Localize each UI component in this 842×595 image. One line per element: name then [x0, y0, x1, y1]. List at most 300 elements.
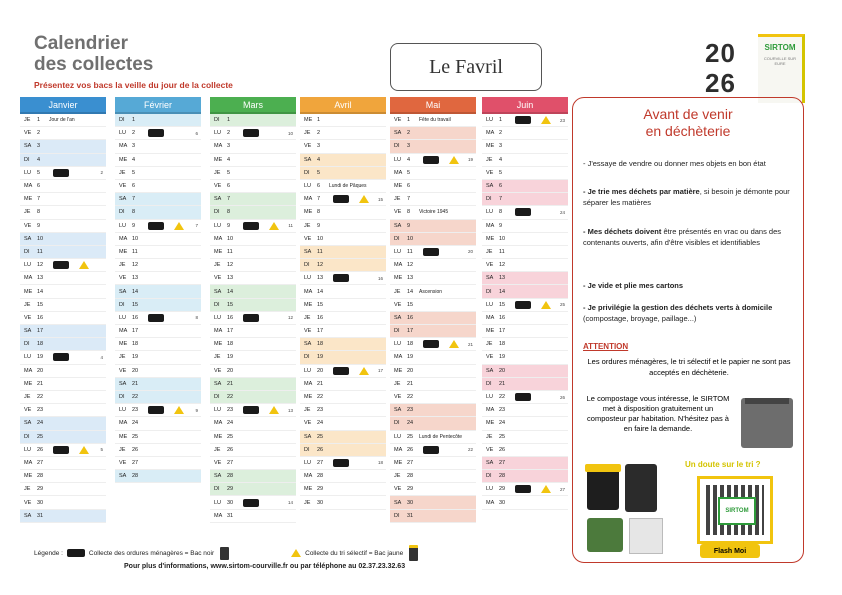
day-name: DI — [24, 341, 30, 348]
day-row — [20, 246, 106, 259]
day-number: 2 — [132, 130, 136, 137]
day-number: 8 — [407, 209, 411, 216]
day-row — [210, 338, 296, 351]
day-name: JE — [24, 209, 31, 216]
day-name: LU — [394, 248, 402, 255]
day-row — [115, 246, 201, 259]
day-name: ME — [304, 117, 313, 124]
day-name: LU — [304, 275, 312, 282]
day-number: 17 — [37, 328, 44, 335]
day-name: LU — [486, 301, 494, 308]
day-number: 28 — [37, 473, 44, 480]
day-number: 25 — [317, 433, 324, 440]
yellow-bin-icon — [409, 545, 418, 561]
day-row — [20, 180, 106, 193]
day-name: DI — [486, 196, 492, 203]
day-name: DI — [214, 301, 220, 308]
day-row — [390, 483, 476, 496]
month-column-0 — [20, 97, 106, 523]
day-name: DI — [24, 156, 30, 163]
day-name: JE — [119, 169, 126, 176]
day-row — [482, 127, 568, 140]
day-number: 12 — [407, 262, 414, 269]
black-bin-icon — [220, 547, 229, 560]
household-waste-marker — [423, 340, 439, 348]
day-row — [210, 483, 296, 496]
day-name: LU — [214, 407, 222, 414]
household-waste-marker — [53, 169, 69, 177]
day-row — [210, 431, 296, 444]
day-row — [210, 404, 296, 417]
day-row — [390, 325, 476, 338]
day-row — [482, 444, 568, 457]
day-name: SA — [214, 196, 222, 203]
day-number: 30 — [407, 499, 414, 506]
household-waste-marker — [243, 406, 259, 414]
compost-text: Le compostage vous intéresse, le SIRTOM met à disposition gratuitement un composteur par habitation. N'hésitez pas à en faire la demande. — [586, 394, 730, 433]
day-row — [20, 510, 106, 523]
day-number: 21 — [227, 380, 234, 387]
day-number: 21 — [132, 380, 139, 387]
day-number: 7 — [227, 196, 231, 203]
day-number: 29 — [407, 486, 414, 493]
day-row — [20, 220, 106, 233]
day-number: 7 — [317, 196, 321, 203]
day-name: VE — [394, 209, 402, 216]
day-number: 3 — [317, 143, 321, 150]
day-row — [210, 470, 296, 483]
day-number: 7 — [132, 196, 136, 203]
flash-button[interactable]: Flash Moi — [700, 544, 760, 558]
year-bottom: 26 — [705, 68, 736, 98]
day-row — [300, 154, 386, 167]
household-waste-marker — [333, 367, 349, 375]
month-column-3 — [300, 97, 386, 510]
day-row — [210, 312, 296, 325]
day-number: 3 — [132, 143, 136, 150]
tip-sort-bold: - Je trie mes déchets par matière — [583, 187, 700, 196]
day-name: DI — [214, 209, 220, 216]
day-name: MA — [304, 196, 313, 203]
day-number: 13 — [317, 275, 324, 282]
day-number: 12 — [37, 262, 44, 269]
tip-cartons-bold: - Je vide et plie mes cartons — [583, 281, 684, 290]
day-row — [210, 510, 296, 523]
day-number: 15 — [499, 301, 506, 308]
day-name: DI — [304, 169, 310, 176]
day-number: 18 — [407, 341, 414, 348]
day-number: 26 — [499, 446, 506, 453]
qr-code[interactable] — [697, 476, 773, 544]
household-waste-marker — [53, 261, 69, 269]
day-row — [482, 220, 568, 233]
day-row — [300, 233, 386, 246]
day-row — [390, 114, 476, 127]
day-row — [20, 167, 106, 180]
day-name: JE — [119, 262, 126, 269]
day-number: 2 — [37, 130, 41, 137]
household-waste-marker — [515, 393, 531, 401]
day-number: 22 — [37, 394, 44, 401]
household-waste-marker — [333, 459, 349, 467]
day-row — [300, 180, 386, 193]
day-number: 17 — [132, 328, 139, 335]
day-name: VE — [394, 301, 402, 308]
day-name: MA — [214, 420, 223, 427]
day-number: 14 — [317, 288, 324, 295]
day-number: 14 — [132, 288, 139, 295]
day-row — [482, 193, 568, 206]
day-number: 24 — [37, 420, 44, 427]
day-number: 10 — [407, 235, 414, 242]
week-number: 7 — [195, 223, 198, 229]
day-row — [210, 444, 296, 457]
day-number: 10 — [499, 235, 506, 242]
day-name: MA — [394, 354, 403, 361]
day-row — [482, 154, 568, 167]
day-name: JE — [394, 196, 401, 203]
day-number: 18 — [499, 341, 506, 348]
panel-title-line-1: Avant de venir — [643, 106, 733, 122]
day-row — [210, 127, 296, 140]
household-waste-marker — [515, 301, 531, 309]
recycling-triangle-icon — [174, 222, 184, 230]
recycling-triangle-icon — [449, 340, 459, 348]
week-number: 27 — [559, 486, 565, 492]
day-row — [210, 140, 296, 153]
day-row — [390, 167, 476, 180]
day-number: 29 — [37, 486, 44, 493]
recycling-triangle-icon — [269, 406, 279, 414]
title-line-1: Calendrier — [34, 33, 128, 54]
day-name: ME — [119, 341, 128, 348]
day-number: 28 — [317, 473, 324, 480]
day-name: LU — [24, 169, 32, 176]
day-row — [390, 312, 476, 325]
day-row — [482, 233, 568, 246]
day-row — [300, 299, 386, 312]
day-name: VE — [486, 354, 494, 361]
day-name: ME — [214, 156, 223, 163]
day-row — [20, 378, 106, 391]
month-column-4 — [390, 97, 476, 523]
day-row — [482, 259, 568, 272]
day-row — [210, 351, 296, 364]
month-header: Avril — [300, 97, 386, 114]
household-waste-marker — [515, 208, 531, 216]
day-number: 27 — [132, 459, 139, 466]
week-number: 19 — [467, 157, 473, 163]
day-name: JE — [394, 473, 401, 480]
week-number: 13 — [287, 407, 293, 413]
month-header: Juin — [482, 97, 568, 114]
day-name: VE — [24, 130, 32, 137]
day-name: SA — [304, 341, 312, 348]
day-number: 13 — [132, 275, 139, 282]
attention-text: Les ordures ménagères, le tri sélectif et le papier ne sont pas acceptés en déchèterie. — [587, 357, 791, 377]
week-number: 15 — [377, 196, 383, 202]
day-row — [115, 431, 201, 444]
day-name: DI — [214, 117, 220, 124]
day-number: 12 — [132, 262, 139, 269]
day-number: 8 — [227, 209, 231, 216]
day-row — [482, 140, 568, 153]
day-name: JE — [214, 169, 221, 176]
day-row — [300, 312, 386, 325]
day-name: ME — [119, 248, 128, 255]
day-number: 9 — [407, 222, 411, 229]
day-name: VE — [119, 183, 127, 190]
day-number: 17 — [317, 328, 324, 335]
day-name: DI — [394, 512, 400, 519]
day-number: 31 — [37, 512, 44, 519]
day-name: LU — [304, 367, 312, 374]
day-row — [210, 272, 296, 285]
day-number: 13 — [407, 275, 414, 282]
day-name: MA — [486, 407, 495, 414]
day-row — [210, 365, 296, 378]
day-row — [20, 127, 106, 140]
day-number: 16 — [407, 314, 414, 321]
day-number: 1 — [407, 117, 411, 124]
day-row — [390, 444, 476, 457]
day-row — [482, 180, 568, 193]
day-number: 26 — [132, 446, 139, 453]
day-row — [390, 206, 476, 219]
tip-bulk — [583, 226, 795, 248]
day-number: 21 — [407, 380, 414, 387]
holiday-note: Fête du travail — [419, 117, 451, 124]
day-number: 2 — [317, 130, 321, 137]
day-row — [20, 351, 106, 364]
tip-green — [583, 302, 795, 324]
day-number: 5 — [407, 169, 411, 176]
day-name: JE — [24, 301, 31, 308]
day-number: 23 — [37, 407, 44, 414]
day-row — [482, 272, 568, 285]
day-row — [300, 404, 386, 417]
day-name: SA — [24, 512, 32, 519]
day-number: 25 — [37, 433, 44, 440]
day-row — [115, 325, 201, 338]
day-name: LU — [119, 314, 127, 321]
tip-sort-rest: , si besoin je démonte pour séparer les matières — [583, 187, 790, 207]
day-name: JE — [119, 354, 126, 361]
day-number: 16 — [37, 314, 44, 321]
day-row — [210, 457, 296, 470]
day-row — [300, 220, 386, 233]
day-name: VE — [119, 459, 127, 466]
day-name: SA — [119, 196, 127, 203]
household-waste-marker — [148, 222, 164, 230]
recycling-triangle-icon — [541, 485, 551, 493]
day-row — [482, 391, 568, 404]
day-row — [115, 167, 201, 180]
day-row — [20, 259, 106, 272]
day-number: 19 — [407, 354, 414, 361]
day-number: 22 — [227, 394, 234, 401]
day-name: SA — [394, 407, 402, 414]
day-number: 30 — [227, 499, 234, 506]
day-number: 29 — [317, 486, 324, 493]
day-row — [300, 431, 386, 444]
household-waste-marker — [53, 353, 69, 361]
day-number: 26 — [227, 446, 234, 453]
day-number: 1 — [227, 117, 231, 124]
day-number: 31 — [407, 512, 414, 519]
day-number: 12 — [227, 262, 234, 269]
day-name: SA — [24, 328, 32, 335]
household-waste-marker — [243, 129, 259, 137]
day-number: 20 — [499, 367, 506, 374]
sirtom-logo — [758, 34, 805, 103]
day-name: MA — [304, 380, 313, 387]
day-number: 8 — [132, 209, 136, 216]
day-number: 26 — [37, 446, 44, 453]
day-number: 5 — [132, 169, 136, 176]
panel-title-line-2: en déchèterie — [645, 123, 731, 139]
household-waste-marker — [243, 222, 259, 230]
day-row — [482, 285, 568, 298]
day-row — [300, 114, 386, 127]
day-row — [115, 457, 201, 470]
day-name: MA — [214, 328, 223, 335]
day-row — [115, 404, 201, 417]
day-name: MA — [394, 262, 403, 269]
day-row — [20, 285, 106, 298]
info-panel — [572, 97, 804, 563]
day-row — [300, 391, 386, 404]
day-number: 1 — [132, 117, 136, 124]
day-name: SA — [394, 314, 402, 321]
day-name: ME — [119, 433, 128, 440]
day-number: 4 — [407, 156, 411, 163]
composter-image — [741, 398, 793, 448]
day-name: ME — [486, 143, 495, 150]
tip-sort — [583, 186, 795, 208]
day-number: 7 — [37, 196, 41, 203]
day-row — [390, 193, 476, 206]
day-row — [390, 417, 476, 430]
day-row — [210, 114, 296, 127]
day-name: ME — [394, 275, 403, 282]
day-number: 5 — [227, 169, 231, 176]
week-number: 14 — [287, 500, 293, 506]
day-number: 10 — [227, 235, 234, 242]
day-number: 24 — [499, 420, 506, 427]
calendar-title — [34, 33, 153, 75]
household-waste-marker — [148, 129, 164, 137]
day-row — [210, 154, 296, 167]
day-number: 18 — [37, 341, 44, 348]
day-number: 5 — [499, 169, 503, 176]
day-row — [115, 206, 201, 219]
day-name: JE — [214, 354, 221, 361]
day-name: SA — [304, 433, 312, 440]
day-name: DI — [119, 394, 125, 401]
month-header: Mars — [210, 97, 296, 114]
day-number: 3 — [407, 143, 411, 150]
day-number: 9 — [227, 222, 231, 229]
day-row — [482, 483, 568, 496]
day-number: 6 — [317, 183, 321, 190]
day-row — [390, 496, 476, 509]
day-row — [20, 365, 106, 378]
day-name: ME — [486, 235, 495, 242]
day-name: DI — [24, 433, 30, 440]
day-row — [20, 470, 106, 483]
day-row — [300, 193, 386, 206]
day-number: 4 — [37, 156, 41, 163]
day-row — [115, 140, 201, 153]
day-name: SA — [119, 473, 127, 480]
day-number: 25 — [407, 433, 414, 440]
tip-cartons — [583, 280, 795, 291]
day-row — [20, 312, 106, 325]
day-name: LU — [486, 394, 494, 401]
doute-label: Un doute sur le tri ? — [685, 460, 761, 469]
household-waste-marker — [423, 156, 439, 164]
day-number: 27 — [499, 459, 506, 466]
day-row — [300, 338, 386, 351]
day-number: 18 — [132, 341, 139, 348]
day-name: LU — [214, 314, 222, 321]
day-number: 21 — [499, 380, 506, 387]
day-name: SA — [119, 380, 127, 387]
day-number: 26 — [317, 446, 324, 453]
household-waste-marker — [53, 446, 69, 454]
week-number: 23 — [559, 117, 565, 123]
day-name: VE — [214, 183, 222, 190]
household-waste-marker — [333, 274, 349, 282]
day-row — [300, 470, 386, 483]
legend — [34, 545, 418, 561]
day-row — [390, 457, 476, 470]
week-number: 10 — [287, 130, 293, 136]
day-number: 10 — [37, 235, 44, 242]
day-name: JE — [24, 394, 31, 401]
holiday-note: Victoire 1945 — [419, 209, 449, 216]
day-name: ME — [24, 196, 33, 203]
day-name: JE — [24, 117, 31, 124]
day-number: 6 — [227, 183, 231, 190]
day-name: MA — [24, 275, 33, 282]
day-row — [115, 272, 201, 285]
day-number: 20 — [317, 367, 324, 374]
day-row — [482, 417, 568, 430]
day-name: LU — [24, 262, 32, 269]
black-collection-marker — [67, 549, 85, 557]
month-column-2 — [210, 97, 296, 523]
day-row — [390, 233, 476, 246]
holiday-note: Lundi de Pâques — [329, 183, 367, 190]
day-number: 11 — [132, 248, 138, 255]
day-number: 6 — [407, 183, 411, 190]
day-number: 5 — [317, 169, 321, 176]
day-number: 27 — [37, 459, 44, 466]
yellow-collection-marker — [291, 549, 301, 557]
week-number: 8 — [195, 315, 198, 321]
week-number: 16 — [377, 275, 383, 281]
day-number: 30 — [317, 499, 324, 506]
day-row — [115, 378, 201, 391]
day-name: MA — [119, 328, 128, 335]
day-number: 16 — [499, 314, 506, 321]
day-name: ME — [24, 380, 33, 387]
title-line-2: des collectes — [34, 54, 154, 75]
day-name: ME — [24, 288, 33, 295]
household-waste-marker — [515, 116, 531, 124]
